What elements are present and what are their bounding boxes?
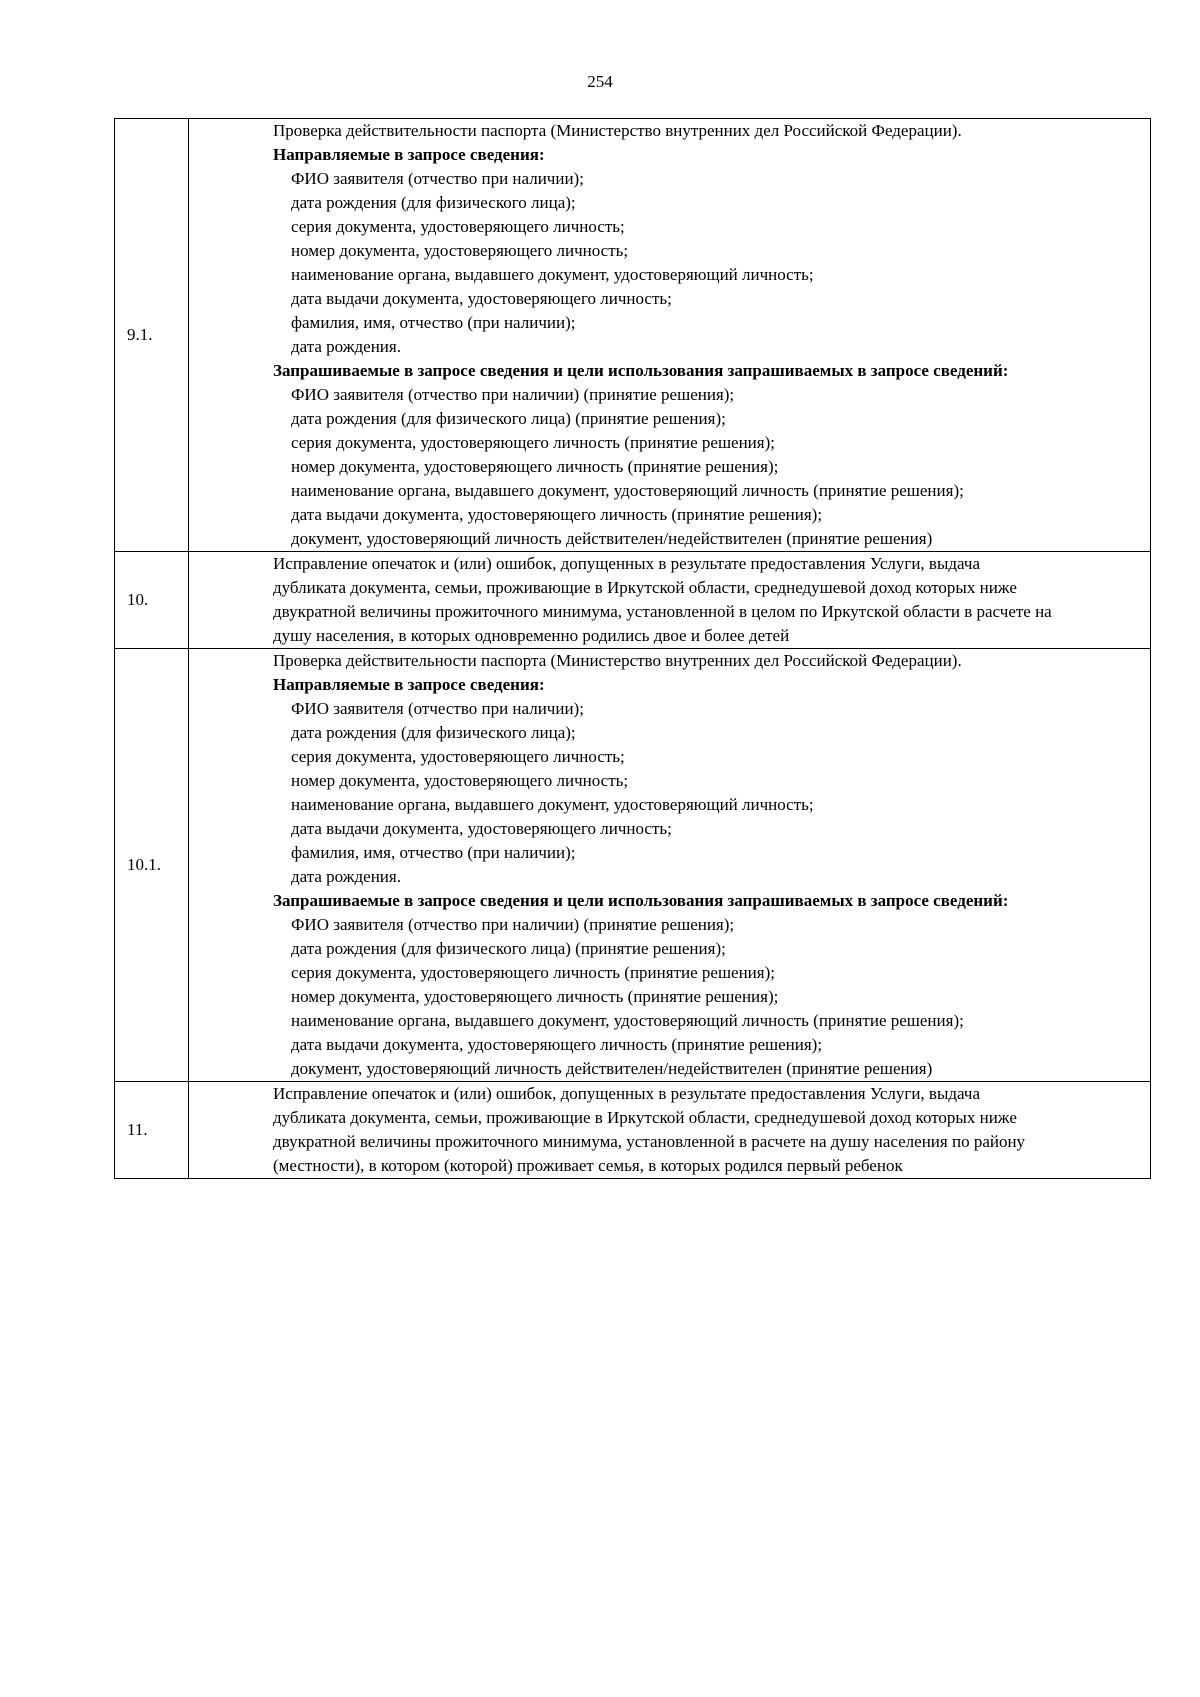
list-item: ФИО заявителя (отчество при наличии) (принятие решения); bbox=[291, 385, 735, 404]
list-item: дата выдачи документа, удостоверяющего личность; bbox=[291, 819, 672, 838]
description-line: двукратной величины прожиточного минимума, установленной в целом по Иркутской области в расчете на bbox=[273, 602, 1052, 621]
sent-heading: Направляемые в запросе сведения: bbox=[273, 145, 545, 164]
table-row-9-1 bbox=[115, 119, 1151, 552]
list-item: дата выдачи документа, удостоверяющего личность; bbox=[291, 289, 672, 308]
row-content bbox=[189, 119, 1151, 552]
list-item: наименование органа, выдавшего документ, удостоверяющий личность (принятие решения); bbox=[291, 1011, 964, 1030]
description-line: дубликата документа, семьи, проживающие в Иркутской области, среднедушевой доход которых ниже bbox=[273, 578, 1017, 597]
list-item: фамилия, имя, отчество (при наличии); bbox=[291, 843, 576, 862]
list-item: серия документа, удостоверяющего личность; bbox=[291, 747, 625, 766]
list-item: дата рождения. bbox=[291, 867, 401, 886]
list-item: дата рождения (для физического лица) (принятие решения); bbox=[291, 409, 726, 428]
row-number: 10.1. bbox=[115, 649, 189, 1082]
list-item: дата выдачи документа, удостоверяющего личность (принятие решения); bbox=[291, 505, 823, 524]
description-line: Исправление опечаток и (или) ошибок, допущенных в результате предоставления Услуги, выдача bbox=[273, 554, 980, 573]
list-item: серия документа, удостоверяющего личность (принятие решения); bbox=[291, 963, 775, 982]
list-item: ФИО заявителя (отчество при наличии); bbox=[291, 699, 584, 718]
row-number: 11. bbox=[115, 1082, 189, 1179]
list-item: серия документа, удостоверяющего личность (принятие решения); bbox=[291, 433, 775, 452]
list-item: дата рождения (для физического лица) (принятие решения); bbox=[291, 939, 726, 958]
list-item: дата выдачи документа, удостоверяющего личность (принятие решения); bbox=[291, 1035, 823, 1054]
requested-heading: Запрашиваемые в запросе сведения и цели использования запрашиваемых в запросе сведений: bbox=[273, 891, 1009, 910]
list-item: дата рождения. bbox=[291, 337, 401, 356]
check-intro: Проверка действительности паспорта (Министерство внутренних дел Российской Федерации). bbox=[273, 121, 962, 140]
list-item: номер документа, удостоверяющего личность; bbox=[291, 241, 629, 260]
requests-table bbox=[114, 118, 1151, 1179]
list-item: ФИО заявителя (отчество при наличии); bbox=[291, 169, 584, 188]
list-item: наименование органа, выдавшего документ, удостоверяющий личность; bbox=[291, 795, 814, 814]
description-line: Исправление опечаток и (или) ошибок, допущенных в результате предоставления Услуги, выдача bbox=[273, 1084, 980, 1103]
sent-heading: Направляемые в запросе сведения: bbox=[273, 675, 545, 694]
description-line: (местности), в котором (которой) проживает семья, в которых родился первый ребенок bbox=[273, 1156, 903, 1175]
list-item: номер документа, удостоверяющего личность (принятие решения); bbox=[291, 457, 779, 476]
description-line: двукратной величины прожиточного минимума, установленной в расчете на душу населения по району bbox=[273, 1132, 1026, 1151]
list-item: номер документа, удостоверяющего личность; bbox=[291, 771, 629, 790]
description-line: дубликата документа, семьи, проживающие в Иркутской области, среднедушевой доход которых ниже bbox=[273, 1108, 1017, 1127]
table-row-10 bbox=[115, 552, 1151, 649]
list-item: дата рождения (для физического лица); bbox=[291, 723, 576, 742]
row-content bbox=[189, 552, 1151, 649]
list-item: номер документа, удостоверяющего личность (принятие решения); bbox=[291, 987, 779, 1006]
row-number: 10. bbox=[115, 552, 189, 649]
list-item: фамилия, имя, отчество (при наличии); bbox=[291, 313, 576, 332]
list-item: документ, удостоверяющий личность действителен/недействителен (принятие решения) bbox=[291, 529, 933, 548]
check-intro: Проверка действительности паспорта (Министерство внутренних дел Российской Федерации). bbox=[273, 651, 962, 670]
row-number: 9.1. bbox=[115, 119, 189, 552]
list-item: дата рождения (для физического лица); bbox=[291, 193, 576, 212]
list-item: наименование органа, выдавшего документ, удостоверяющий личность; bbox=[291, 265, 814, 284]
row-content bbox=[189, 1082, 1151, 1179]
table-row-11 bbox=[115, 1082, 1151, 1179]
page-number: 254 bbox=[587, 72, 613, 91]
row-content bbox=[189, 649, 1151, 1082]
requested-heading: Запрашиваемые в запросе сведения и цели использования запрашиваемых в запросе сведений: bbox=[273, 361, 1009, 380]
description-line: душу населения, в которых одновременно родились двое и более детей bbox=[273, 626, 790, 645]
list-item: документ, удостоверяющий личность действителен/недействителен (принятие решения) bbox=[291, 1059, 933, 1078]
table-row-10-1 bbox=[115, 649, 1151, 1082]
list-item: ФИО заявителя (отчество при наличии) (принятие решения); bbox=[291, 915, 735, 934]
list-item: серия документа, удостоверяющего личность; bbox=[291, 217, 625, 236]
list-item: наименование органа, выдавшего документ, удостоверяющий личность (принятие решения); bbox=[291, 481, 964, 500]
